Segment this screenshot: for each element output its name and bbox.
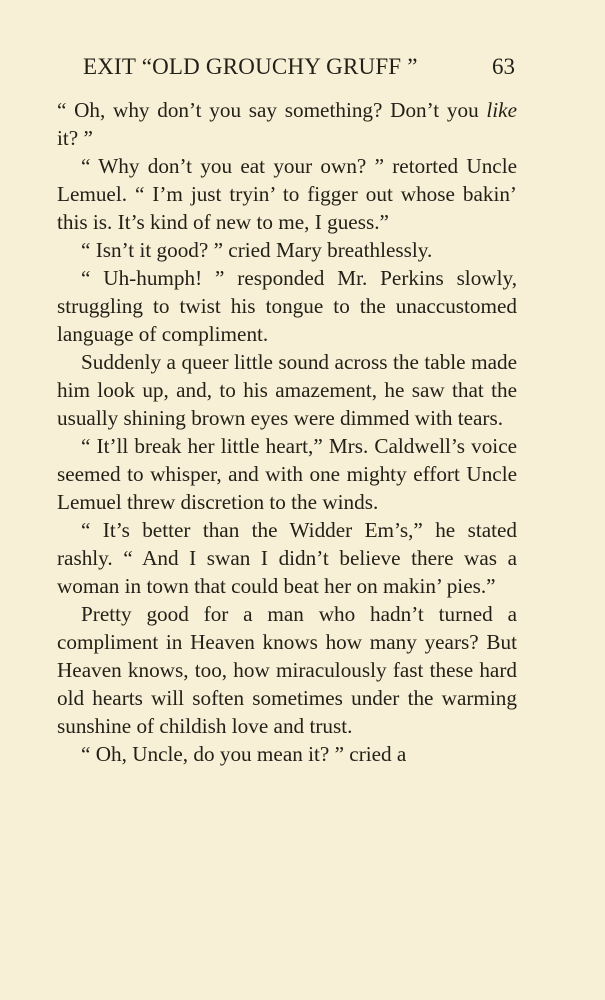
paragraph-3: “ Isn’t it good? ” cried Mary breathlessly.: [81, 238, 433, 262]
emphasis-like: like: [486, 98, 517, 122]
paragraph-4: “ Uh-humph! ” responded Mr. Perkins slowly, struggling to twist his tongue to the unaccustomed language of compliment.: [57, 266, 517, 346]
book-page: [57, 50, 517, 768]
paragraph-5: Suddenly a queer little sound across the table made him look up, and, to his amazement, he saw that the usually shining brown eyes were dimmed with tears.: [57, 350, 517, 430]
paragraph-2: “ Why don’t you eat your own? ” retorted Uncle Lemuel. “ I’m just tryin’ to figger out whose bakin’ this is. It’s kind of new to me, I guess.”: [57, 154, 517, 234]
page-header: [57, 50, 517, 86]
paragraph-7: “ It’s better than the Widder Em’s,” he stated rashly. “ And I swan I didn’t believe there was a woman in town that could beat her on makin’ pies.”: [57, 518, 517, 598]
body-text: [57, 96, 517, 768]
paragraph-9: “ Oh, Uncle, do you mean it? ” cried a: [81, 742, 407, 766]
page-number: 63: [492, 54, 515, 79]
paragraph-6: “ It’ll break her little heart,” Mrs. Caldwell’s voice seemed to whisper, and with one mighty effort Uncle Lemuel threw discretion to the winds.: [57, 434, 517, 514]
paragraph-8: Pretty good for a man who hadn’t turned a compliment in Heaven knows how many years? But Heaven knows, too, how miraculously fast these hard old hearts will soften sometimes under the warming sunshine of childish love and trust.: [57, 602, 517, 738]
running-head: EXIT “OLD GROUCHY GRUFF ”: [83, 54, 418, 79]
paragraph-1: “ Oh, why don’t you say something? Don’t you like it? ”: [57, 98, 517, 150]
